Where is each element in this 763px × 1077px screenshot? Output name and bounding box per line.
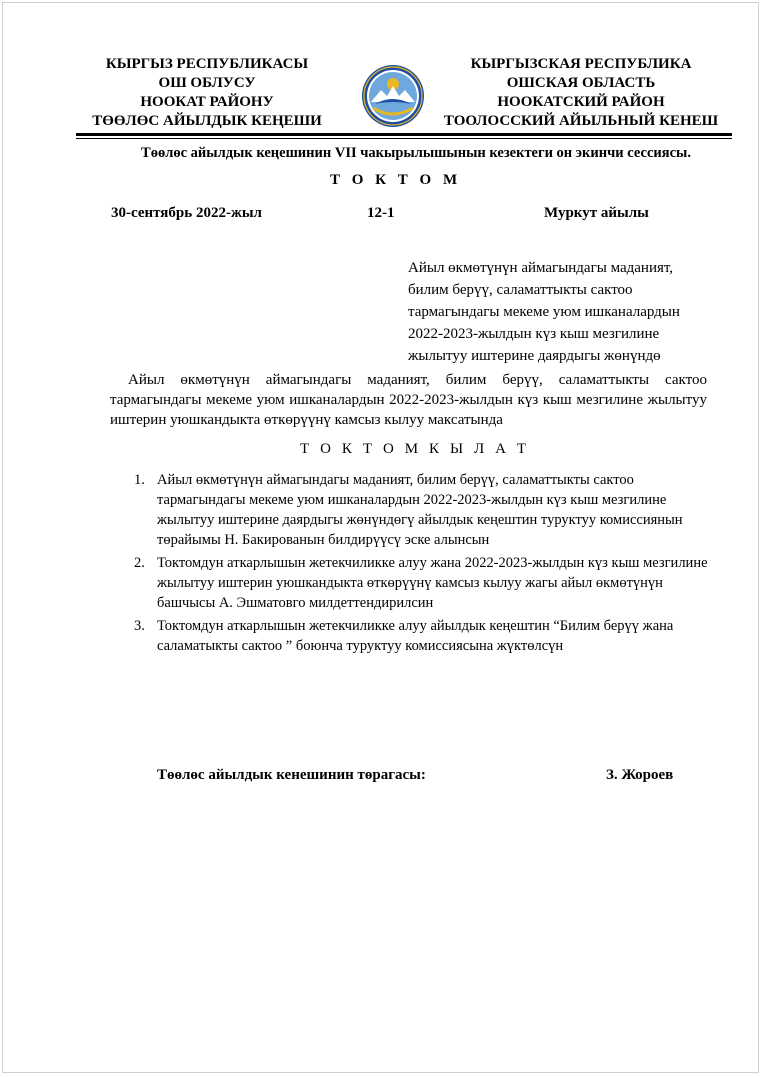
list-item-number: 2.: [134, 555, 145, 571]
document-subject: [408, 257, 698, 367]
list-item: [130, 616, 710, 656]
decision-list: [130, 470, 710, 659]
list-item: [130, 470, 710, 550]
header-divider-thin: [76, 138, 732, 139]
header-left-line: ОШ ОБЛУСУ: [158, 75, 256, 91]
header-right-line: НООКАТСКИЙ РАЙОН: [497, 94, 665, 110]
document-number: 12-1: [367, 205, 395, 221]
decision-heading: Т О К Т О М К Ы Л А Т: [300, 441, 530, 457]
document-place: Муркут айылы: [544, 205, 649, 221]
header-russian: [440, 55, 722, 131]
state-emblem-icon: [361, 64, 425, 128]
subject-line: тармагындагы мекеме уюм ишканалардын: [408, 304, 680, 320]
header-right-line: КЫРГЫЗСКАЯ РЕСПУБЛИКА: [470, 56, 692, 72]
document-date: 30-сентябрь 2022-жыл: [111, 205, 262, 221]
subject-line: жылытуу иштерине даярдыгы жөнүндө: [408, 348, 661, 364]
list-item-number: 3.: [134, 618, 145, 634]
subject-line: Айыл өкмөтүнүн аймагындагы маданият,: [408, 260, 674, 276]
header-left-line: ТӨӨЛӨС АЙЫЛДЫК КЕҢЕШИ: [92, 113, 322, 129]
preamble-paragraph: Айыл өкмөтүнүн аймагындагы маданият, билим берүү, саламаттыкты сактоо тармагындагы мекеме уюм ишканалардын 2022-2023-жылдын күз кыш мезгилине жылытуу иштерин уюшкандыкта өткөрүүнү камсыз кылуу максатында: [110, 372, 707, 428]
header-right-line: ОШСКАЯ ОБЛАСТЬ: [506, 75, 656, 91]
signature-name: З. Жороев: [606, 767, 674, 783]
list-item: [130, 553, 710, 613]
header-left-line: НООКАТ РАЙОНУ: [140, 94, 274, 110]
header-kyrgyz: [62, 55, 352, 131]
header-right-line: ТООЛОССКИЙ АЙЫЛЬНЫЙ КЕНЕШ: [443, 113, 719, 129]
list-item-text: Айыл өкмөтүнүн аймагындагы маданият, билим берүү, саламаттыкты сактоо тармагындагы мекеме уюм ишканалардын 2022-2023-жылдын күз кыш мезгилине жылытуу иштерине даярдыгы жөнүндөгү айылдык кеңештин туруктуу комиссиянын төрайымы Н. Бакированын билдирүүсү эске алынсын: [157, 472, 683, 548]
subject-line: 2022-2023-жылдын күз кыш мезгилине: [408, 326, 660, 342]
header-left-line: КЫРГЫЗ РЕСПУБЛИКАСЫ: [105, 56, 309, 72]
signature-title: Төөлөс айылдык кенешинин төрагасы:: [157, 767, 426, 783]
header-divider-thick: [76, 133, 732, 136]
list-item-number: 1.: [134, 472, 145, 488]
session-line: Төөлөс айылдык кеңешинин VII чакырылышынын кезектеги он экинчи сессиясы.: [141, 145, 691, 161]
list-item-text: Токтомдун аткарлышын жетекчиликке алуу жана 2022-2023-жылдын күз кыш мезгилине жылытуу иштерин уюшкандыкта өткөрүүнү камсыз кылуу жагы айыл өкмөтүнүн башчысы А. Эшматовго милдеттендирилсин: [157, 555, 708, 611]
subject-line: билим берүү, саламаттыкты сактоо: [408, 282, 633, 298]
list-item-text: Токтомдун аткарлышын жетекчиликке алуу айылдык кеңештин “Билим берүү жана саламатыкты сактоо ” боюнча туруктуу комиссиясына жүктөлсүн: [157, 618, 674, 654]
document-title: Т О К Т О М: [330, 172, 462, 188]
